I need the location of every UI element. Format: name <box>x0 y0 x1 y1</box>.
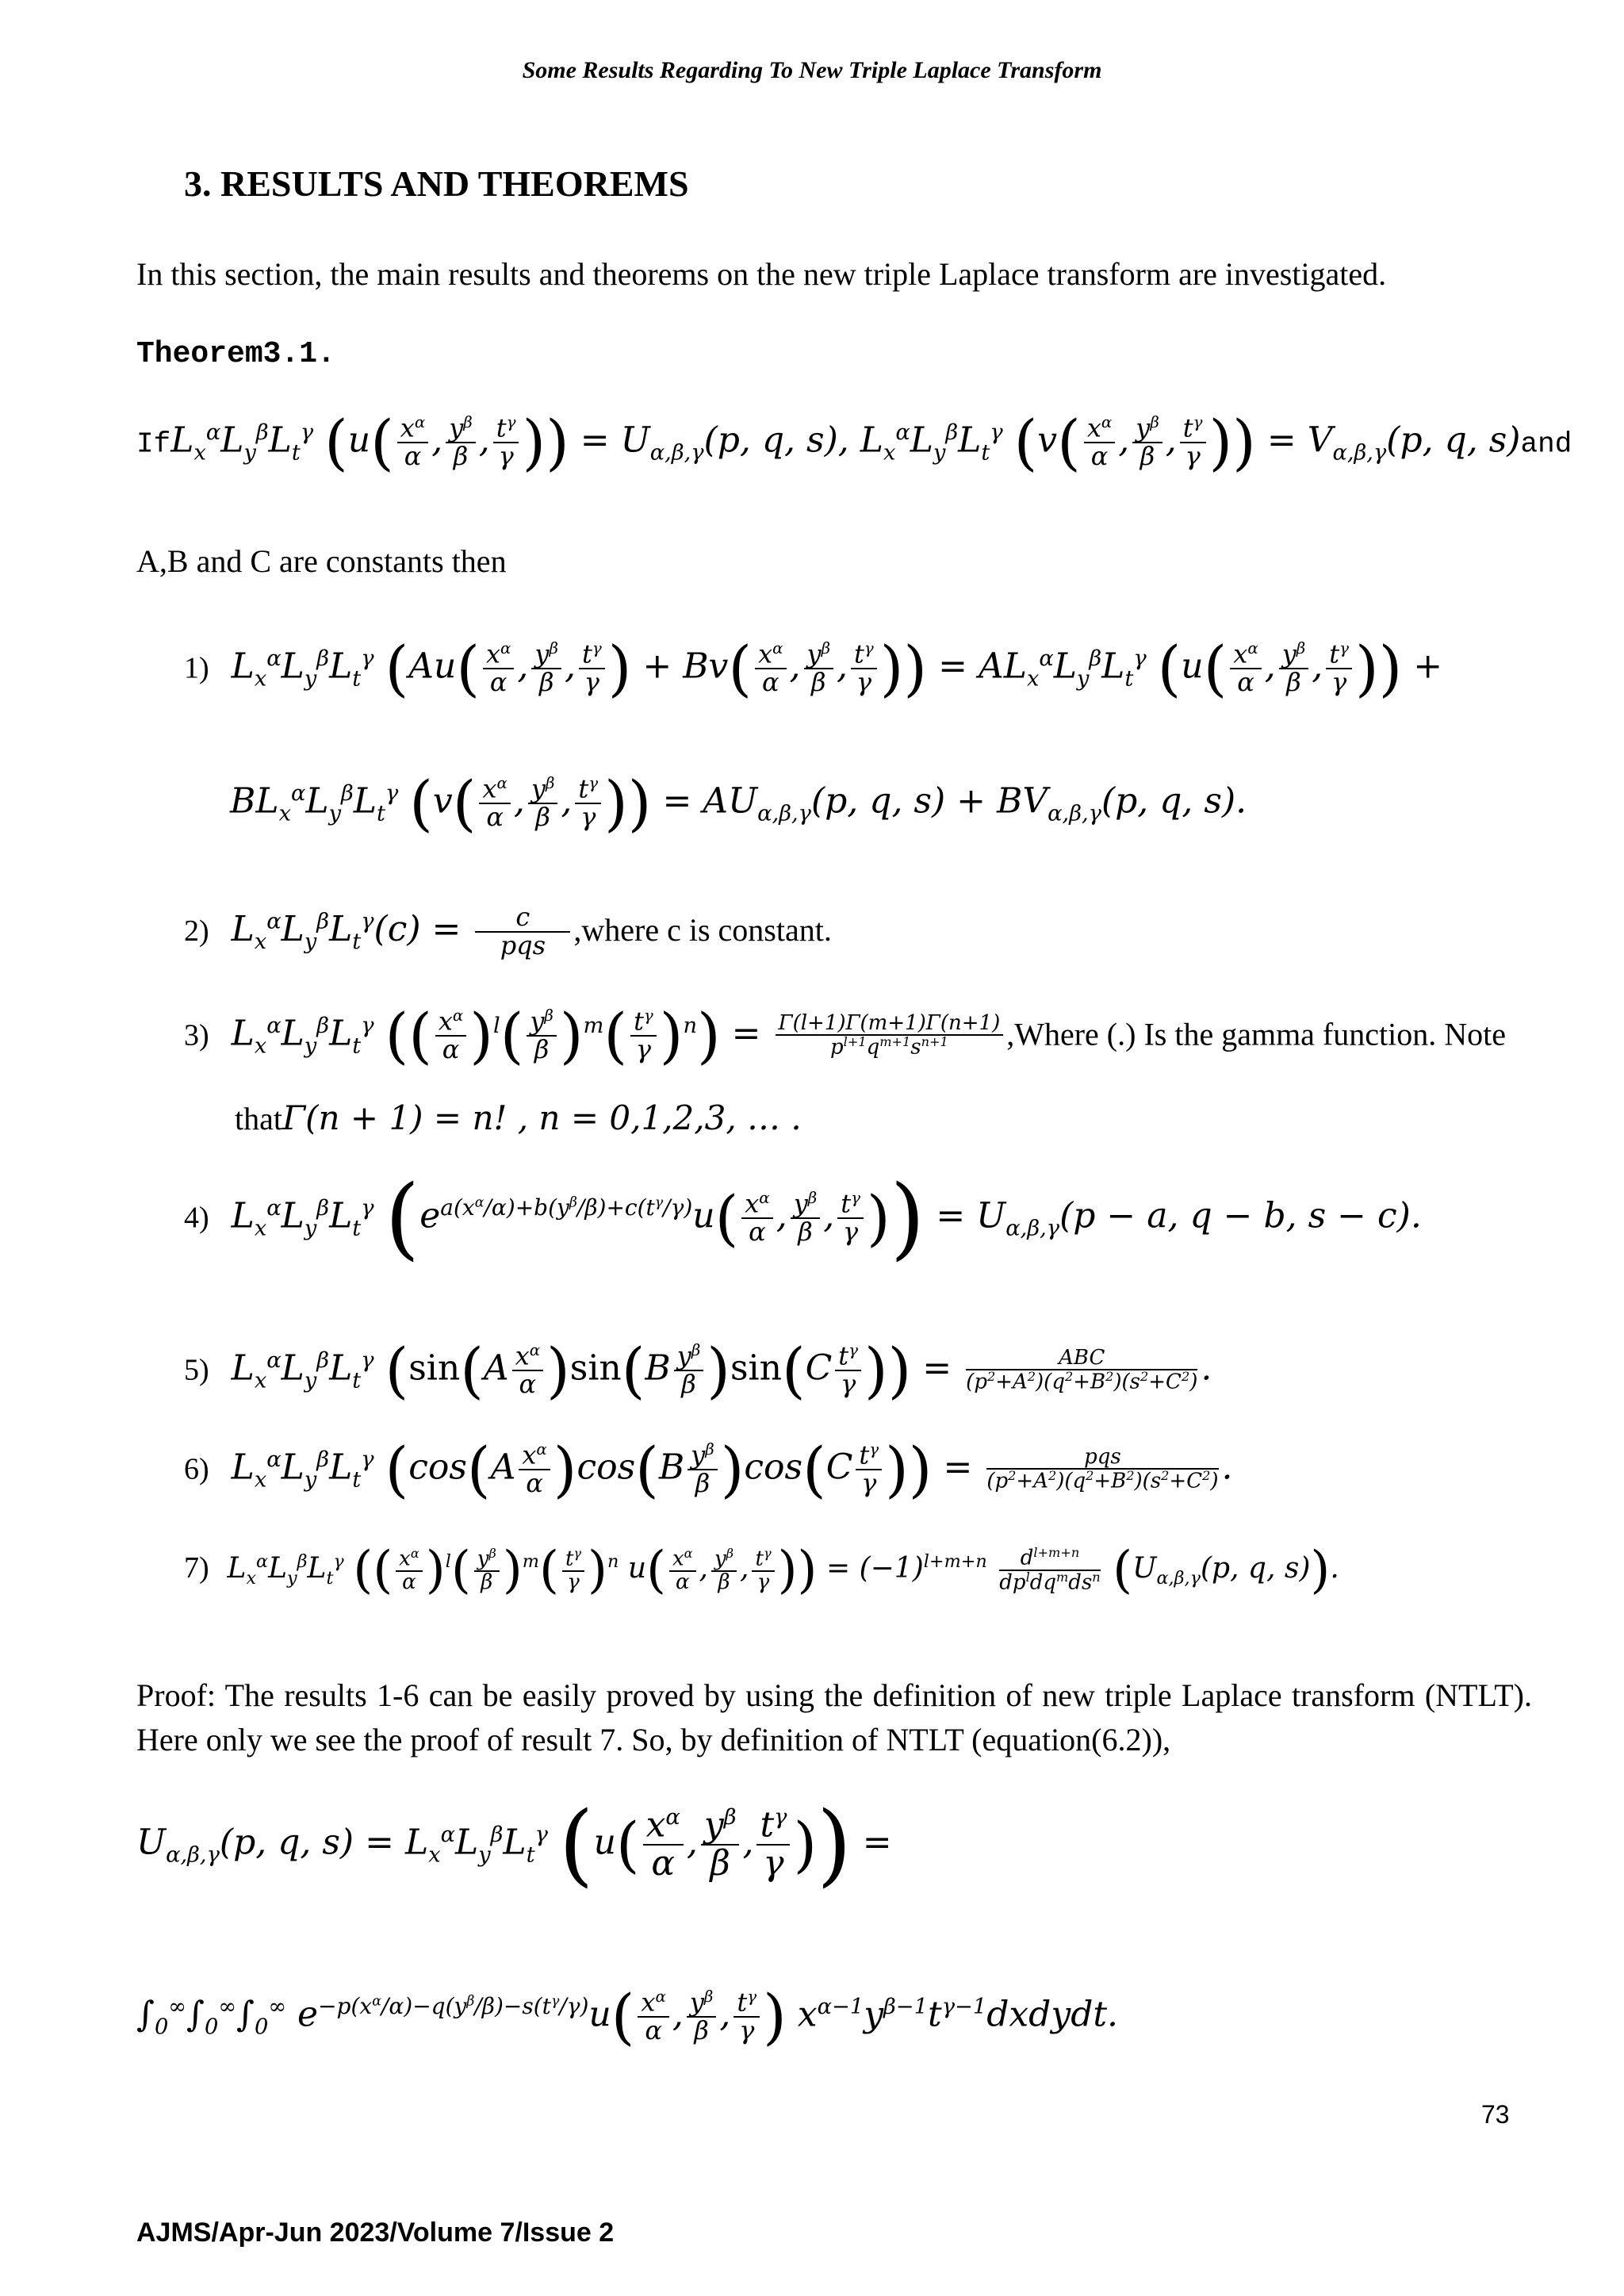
result-3-note <box>235 1098 802 1137</box>
intro-paragraph: In this section, the main results and theorems on the new triple Laplace transform are investigated. <box>136 256 1387 292</box>
result-4-number: 4) <box>184 1201 209 1235</box>
result-5: 5) $L_x^\alpha L_y^\beta L_t^\gamma$ (sin(A $\frac{x^\alpha}{\alpha}$ )sin(B $\frac{y^\beta}{\beta}$ )sin(C $\frac{t^\gamma}{\gamma}$ )) = $\frac{\text{ABC}}{(p^2+A^2)(q^2+B^2)(s^2+C^2)}$ . <box>184 1335 1212 1405</box>
result-2: 2) $L_x^\alpha L_y^\beta L_t^\gamma(c)$ = $\frac{c}{\text{pqs}}$ ,where c is constant. <box>184 902 832 960</box>
result-6-number: 6) <box>184 1452 209 1486</box>
result-6: 6) $L_x^\alpha L_y^\beta L_t^\gamma$ (cos(A $\frac{x^\alpha}{\alpha}$ )cos(B $\frac{y^\beta}{\beta}$ )cos(C $\frac{t^\gamma}{\gamma}$ )) = $\frac{\text{pqs}}{(p^2+A^2)(q^2+B^2)(s^2+C^2)}$ . <box>184 1434 1233 1504</box>
result-1-number: 1) <box>184 651 209 685</box>
result-4: 4) $L_x^\alpha L_y^\beta L_t^\gamma$ ($e^{a(x^\alpha/\alpha)+b(y^\beta/\beta)+c(t^\gamma/\gamma)}u$( $\frac{x^\alpha}{\alpha}$ , $\frac{y^\beta}{\beta}$ , $\frac{t^\gamma}{\gamma}$ )) = $U_{\alpha,\beta,\gamma}(p - a$, q − b, s − c). <box>184 1167 1422 1270</box>
constants-line: A,B and C are constants then <box>136 543 507 579</box>
result-2-text: ,where c is constant. <box>573 912 832 949</box>
page-number: 73 <box>1481 2100 1510 2129</box>
result-3: 3) $L_x^\alpha L_y^\beta L_t^\gamma$ (( $\frac{x^\alpha}{\alpha}$ )$^l$( $\frac{y^\beta}{\beta}$ )$^m$( $\frac{t^\gamma}{\gamma}$ )$^n$) = $\frac{\Gamma(l+1)\Gamma(m+1)\Gamma(n+1)}{p^{l+1}q^{m+1}s^{n+1}}$ ,Where (.) Is the gamma function. Note <box>184 1000 1506 1071</box>
section-heading: 3. RESULTS AND THEOREMS <box>184 163 689 204</box>
result-3-that: that <box>235 1101 282 1137</box>
result-3-gamma-note: Γ(n + 1) = n! , n = 0,1,2,3, … . <box>282 1098 802 1137</box>
journal-footer: AJMS/Apr-Jun 2023/Volume 7/Issue 2 <box>136 2217 615 2248</box>
proof-equation-1: $U_{\alpha,\beta,\gamma}(p$, q, $s) = L_x^\alpha L_y^\beta L_t^\gamma$ (u( $\frac{x^\alpha}{\alpha}$ , $\frac{y^\beta}{\beta}$ , $\frac{t^\gamma}{\gamma}$ )) = <box>136 1793 892 1896</box>
running-header: Some Results Regarding To New Triple Laplace Transform <box>522 57 1102 83</box>
result-3-number: 3) <box>184 1018 209 1052</box>
and-word: and <box>1520 427 1572 461</box>
result-5-number: 5) <box>184 1353 209 1387</box>
proof-equation-2: $\int_0^\infty\int_0^\infty\int_0^\infty$ $e^{-p(x^\alpha/\alpha)-q(y^\beta/\beta)-s(t^\gamma/\gamma)}u$( $\frac{x^\alpha}{\alpha}$ , $\frac{y^\beta}{\beta}$ , $\frac{t^\gamma}{\gamma}$ ) $x^{\alpha-1}y^{\beta-1}t^{\gamma-1}dxdydt$. <box>136 1981 1119 2052</box>
result-1-line-2: $BL_x^\alpha L_y^\beta L_t^\gamma$ (v( $\frac{x^\alpha}{\alpha}$ , $\frac{y^\beta}{\beta}$ , $\frac{t^\gamma}{\gamma}$ )) = $AU_{\alpha,\beta,\gamma}(p$, q, $s) + BV_{\alpha,\beta,\gamma}(p$, q, s). <box>230 768 1247 838</box>
proof-paragraph: Proof: The results 1-6 can be easily proved by using the definition of new triple Laplace transform (NTLT). Here only we see the proof of result 7. So, by definition of NTLT (equation(6.2)), <box>136 1677 1532 1757</box>
result-1-line-1: 1) $L_x^\alpha L_y^\beta L_t^\gamma$ (Au( $\frac{x^\alpha}{\alpha}$ , $\frac{y^\beta}{\beta}$ , $\frac{t^\gamma}{\gamma}$ ) + Bv( $\frac{x^\alpha}{\alpha}$ , $\frac{y^\beta}{\beta}$ , $\frac{t^\gamma}{\gamma}$ )) = $AL_x^\alpha L_y^\beta L_t^\gamma$ (u( $\frac{x^\alpha}{\alpha}$ , $\frac{y^\beta}{\beta}$ , $\frac{t^\gamma}{\gamma}$ )) + <box>184 633 1443 703</box>
if-word: If <box>136 427 171 461</box>
result-3-text: ,Where (.) Is the gamma function. Note <box>1006 1016 1506 1052</box>
result-7-number: 7) <box>184 1551 209 1585</box>
theorem-hypothesis: $IfL_x^\alpha L_y^\beta L_t^\gamma$ (u( $\frac{x^\alpha}{\alpha}$ , $\frac{y^\beta}{\beta}$ , $\frac{t^\gamma}{\gamma}$ )) = $U_{\alpha,\beta,\gamma}(p$, q, s), $L_x^\alpha L_y^\beta L_t^\gamma$ (v( $\frac{x^\alpha}{\alpha}$ , $\frac{y^\beta}{\beta}$ , $\frac{t^\gamma}{\gamma}$ )) = $V_{\alpha,\beta,\gamma}(p$, q, s)and <box>136 407 1572 477</box>
result-2-number: 2) <box>184 914 209 949</box>
theorem-label: Theorem3.1. <box>136 337 335 371</box>
result-7: 7) $L_x^\alpha L_y^\beta L_t^\gamma$ (( $\frac{x^\alpha}{\alpha}$ )$^l$( $\frac{y^\beta}{\beta}$ )$^m$( $\frac{t^\gamma}{\gamma}$ )$^n$ u( $\frac{x^\alpha}{\alpha}$ , $\frac{y^\beta}{\beta}$ , $\frac{t^\gamma}{\gamma}$ )) = $(-1)^{l+m+n}$ $\frac{d^{l+m+n}}{dp^ldq^mds^n}$ ($U_{\alpha,\beta,\gamma}(p$, q, s)). <box>184 1541 1339 1600</box>
